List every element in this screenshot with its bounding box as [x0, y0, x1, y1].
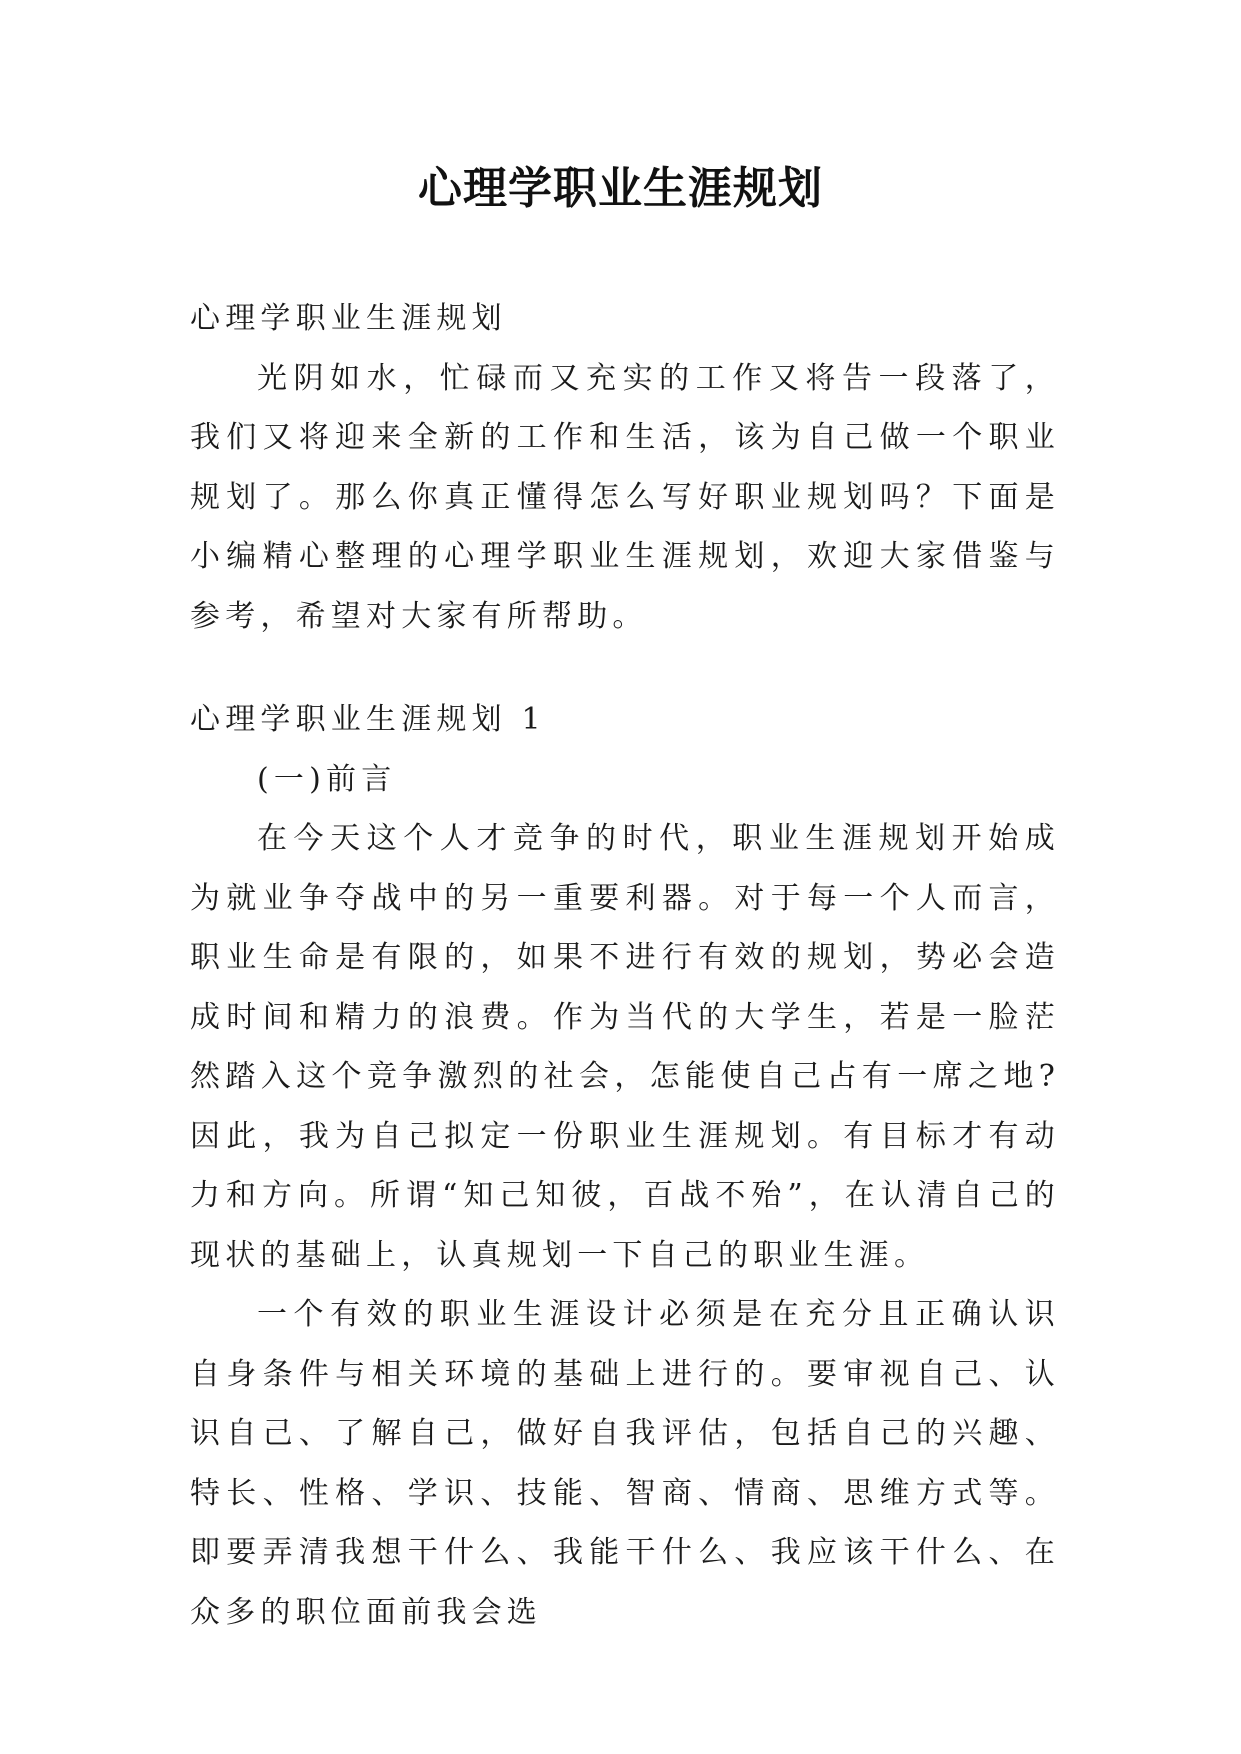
section-heading: 心理学职业生涯规划 1	[190, 702, 546, 737]
body-paragraph-1: 在今天这个人才竞争的时代，职业生涯规划开始成为就业争夺战中的另一重要利器。对于每一个人而言，职业生命是有限的，如果不进行有效的规划，势必会造成时间和精力的浪费。作为当代的大学生，若是一脸茫然踏入这个竞争激烈的社会，怎能使自己占有一席之地?因此，我为自己拟定一份职业生涯规划。有目标才有动力和方向。所谓“知己知彼，百战不殆”，在认清自己的现状的基础上，认真规划一下自己的职业生涯。	[190, 821, 1060, 1273]
document-title: 心理学职业生涯规划	[418, 163, 823, 214]
intro-section	[190, 289, 1060, 646]
intro-paragraph: 光阴如水，忙碌而又充实的工作又将告一段落了，我们又将迎来全新的工作和生活，该为自己做一个职业规划了。那么你真正懂得怎么写好职业规划吗？下面是小编精心整理的心理学职业生涯规划，欢迎大家借鉴与参考，希望对大家有所帮助。	[190, 360, 1060, 634]
section-1	[190, 690, 1060, 1642]
intro-heading: 心理学职业生涯规划	[190, 301, 507, 336]
body-paragraph-2: 一个有效的职业生涯设计必须是在充分且正确认识自身条件与相关环境的基础上进行的。要审视自己、认识自己、了解自己，做好自我评估，包括自己的兴趣、特长、性格、学识、技能、智商、情商、思维方式等。即要弄清我想干什么、我能干什么、我应该干什么、在众多的职位面前我会选	[190, 1297, 1060, 1630]
subsection-heading: (一)前言	[257, 761, 397, 797]
